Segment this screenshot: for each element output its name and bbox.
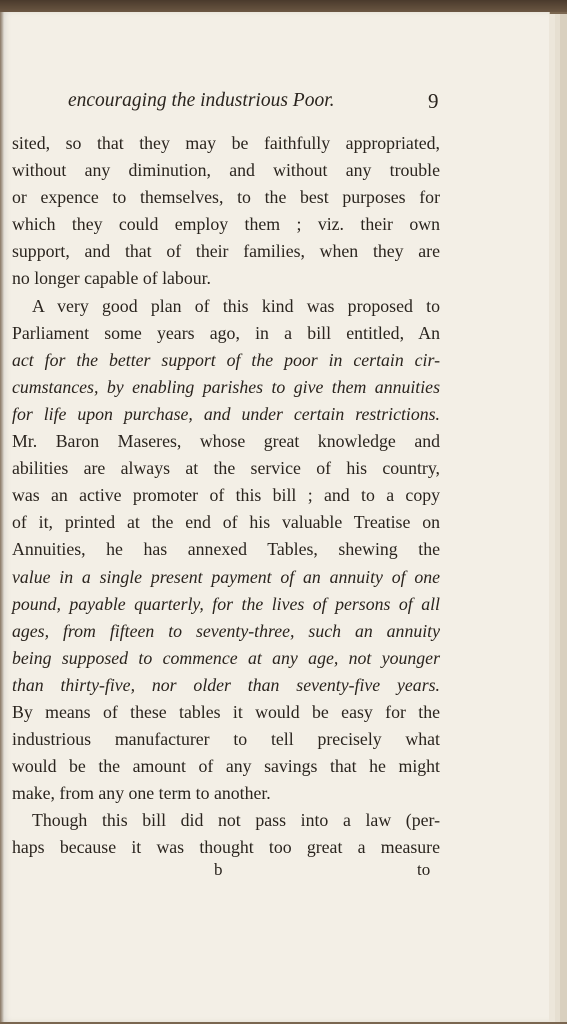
text-line: which they could employ them ; viz. their own: [12, 214, 440, 235]
text-line: By means of these tables it would be easy for the: [12, 701, 440, 722]
text-line: pound, payable quarterly, for the lives of persons of all: [12, 593, 440, 614]
text-line: Mr. Baron Maseres, whose great knowledge and: [12, 431, 440, 452]
text-line: make, from any one term to another.: [12, 783, 271, 804]
text-line: A very good plan of this kind was proposed to: [32, 295, 440, 316]
text-line: for life upon purchase, and under certain restrictions.: [12, 403, 440, 424]
text-line: abilities are always at the service of his country,: [12, 458, 440, 479]
text-line: value in a single present payment of an annuity of one: [12, 566, 440, 587]
text-line: would be the amount of any savings that he might: [12, 756, 440, 777]
text-line: without any diminution, and without any trouble: [12, 160, 440, 181]
text-line: was an active promoter of this bill ; and to a copy: [12, 485, 440, 506]
text-line: sited, so that they may be faithfully appropriated,: [12, 133, 440, 153]
top-book-edge: [0, 0, 567, 12]
text-line: support, and that of their families, when they are: [12, 241, 440, 262]
text-line: than thirty-five, nor older than seventy-five years.: [12, 674, 440, 695]
text-line: haps because it was thought too great a measure: [12, 837, 440, 858]
text-line: Annuities, he has annexed Tables, shewing the: [12, 539, 440, 560]
text-line: ages, from fifteen to seventy-three, such an annuity: [12, 620, 440, 641]
text-line: act for the better support of the poor in certain cir-: [12, 349, 440, 370]
text-line: Parliament some years ago, in a bill entitled, An: [12, 322, 440, 343]
text-line: cumstances, by enabling parishes to give them annuities: [12, 376, 440, 397]
text-line: or expence to themselves, to the best purposes for: [12, 187, 440, 208]
page-gutter-shadow: [0, 12, 4, 1022]
text-line: industrious manufacturer to tell precisely what: [12, 729, 440, 750]
signature-mark: b: [214, 860, 223, 879]
text-line: being supposed to commence at any age, not younger: [12, 647, 440, 668]
catchword: to: [417, 860, 431, 879]
running-title: encouraging the industrious Poor.: [68, 90, 335, 111]
body-text: [12, 130, 440, 862]
page-number: 9: [428, 89, 439, 113]
text-line: no longer capable of labour.: [12, 268, 211, 289]
page-edge: [560, 14, 567, 1022]
text-line: of it, printed at the end of his valuable Treatise on: [12, 512, 440, 533]
running-header: [58, 90, 458, 120]
text-line: Though this bill did not pass into a law (per-: [32, 810, 440, 831]
